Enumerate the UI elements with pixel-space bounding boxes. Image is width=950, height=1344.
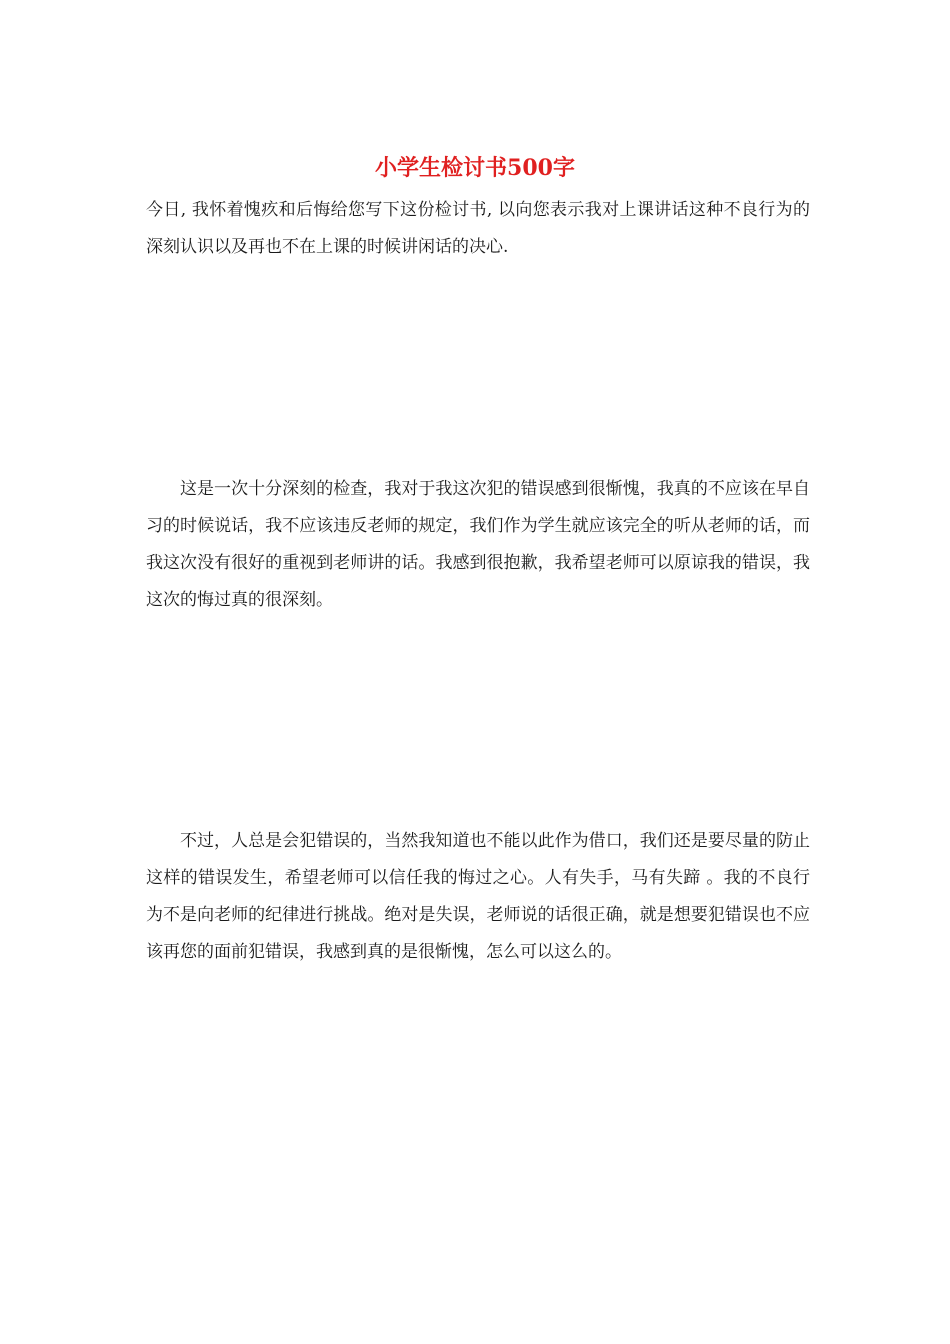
- document-title: 小学生检讨书500字: [375, 155, 575, 181]
- paragraph-intro: 今日, 我怀着愧疚和后悔给您写下这份检讨书, 以向您表示我对上课讲话这种不良行为的深刻认识以及再也不在上课的时候讲闲话的决心.: [146, 200, 810, 257]
- paragraph-reflection: 这是一次十分深刻的检查，我对于我这次犯的错误感到很惭愧，我真的不应该在早自习的时候说话，我不应该违反老师的规定，我们作为学生就应该完全的听从老师的话，而我这次没有很好的重视到老师讲的话。我感到很抱歉，我希望老师可以原谅我的错误，我这次的悔过真的很深刻。: [146, 479, 810, 610]
- paragraph-resolution: 不过，人总是会犯错误的，当然我知道也不能以此作为借口，我们还是要尽量的防止这样的错误发生，希望老师可以信任我的悔过之心。人有失手，马有失蹄 。我的不良行为不是向老师的纪律进行挑战。绝对是失误，老师说的话很正确，就是想要犯错误也不应该再您的面前犯错误，我感到真的是很惭愧，怎么可以这么的。: [146, 831, 810, 962]
